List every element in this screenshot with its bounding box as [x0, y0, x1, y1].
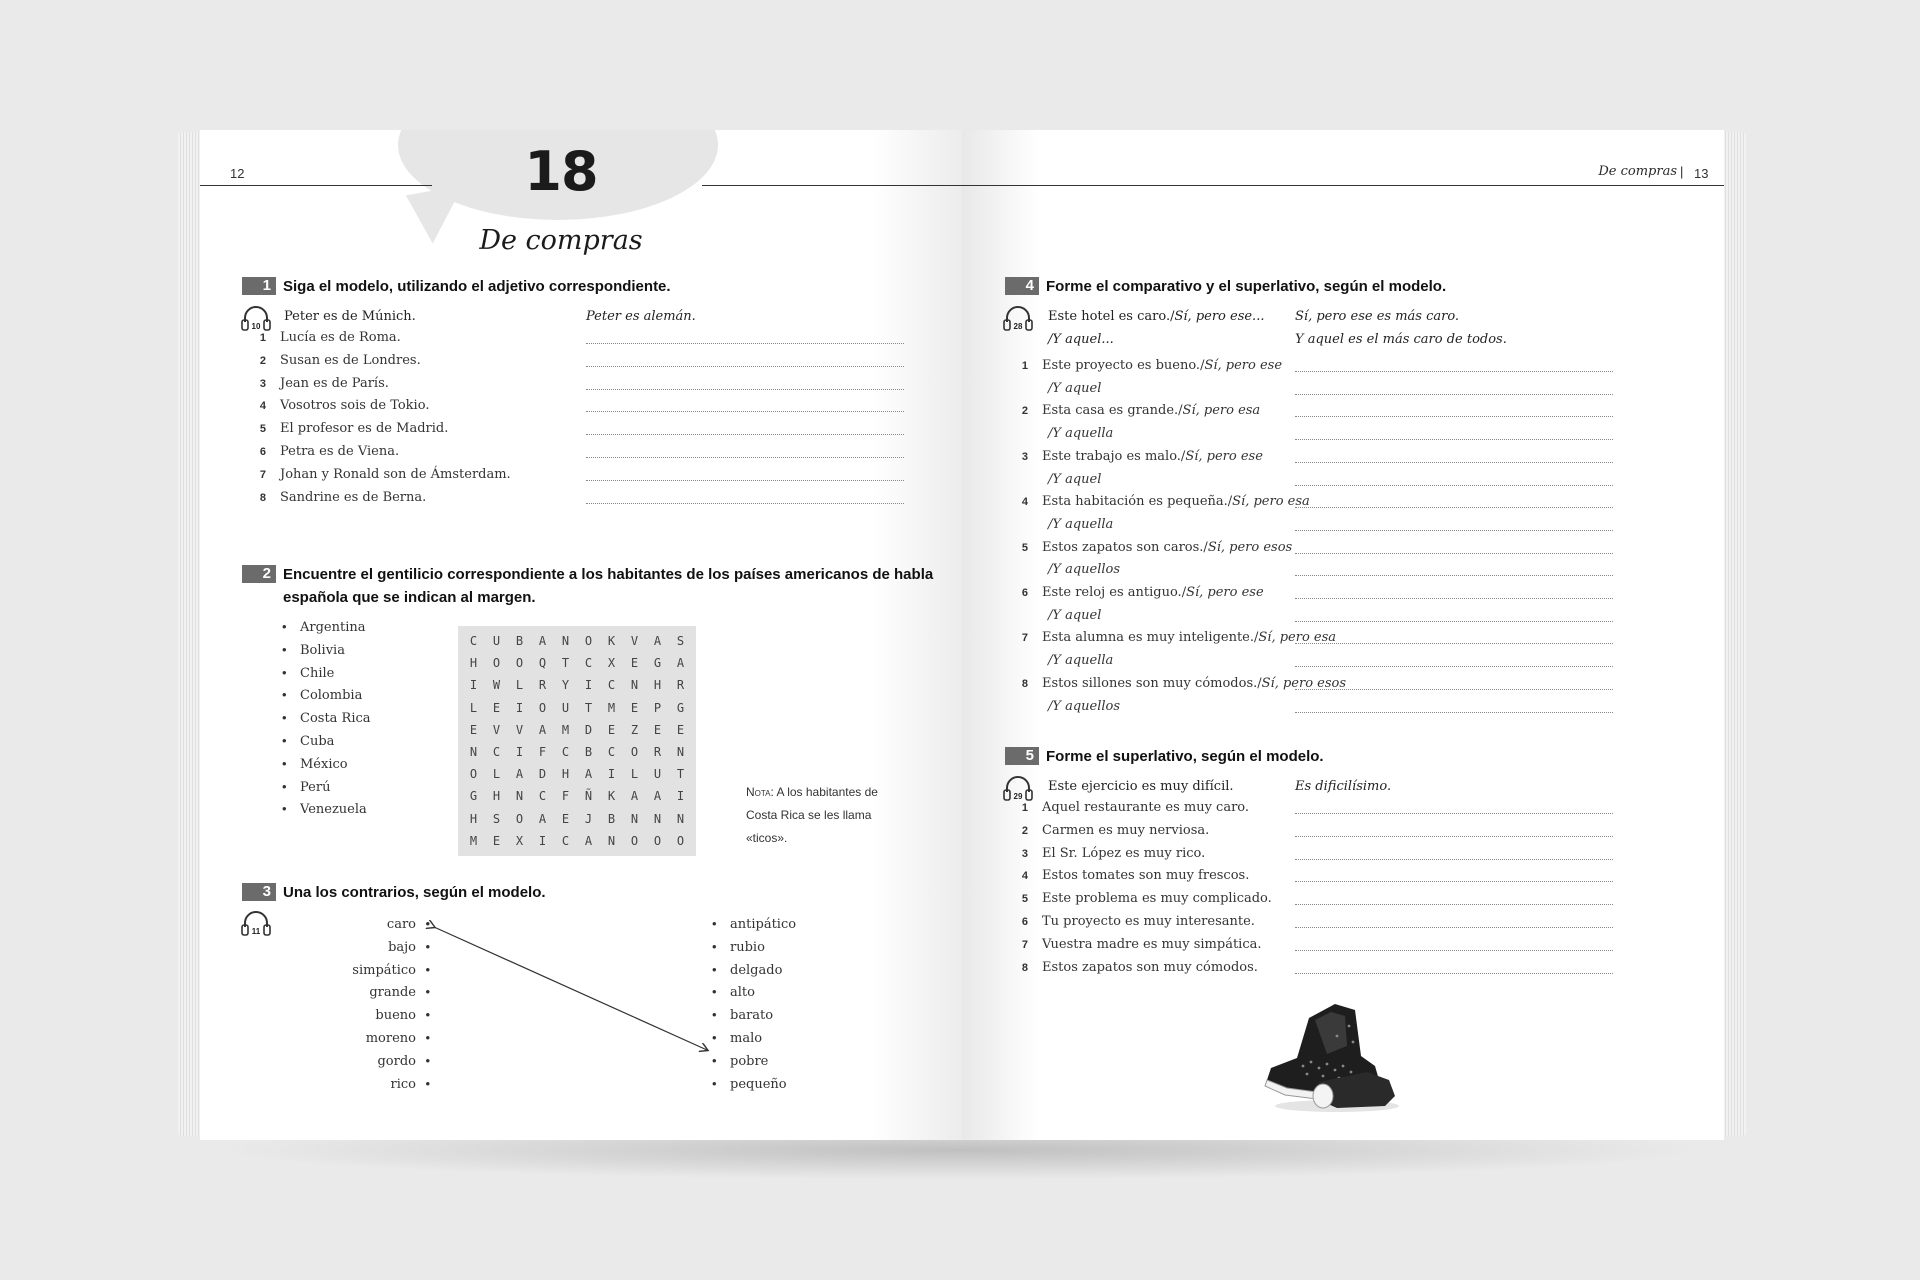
grid-letter[interactable]: E: [653, 722, 662, 737]
model-prompt-text: Este hotel es caro./: [1048, 309, 1175, 324]
item-text: Esta casa es grande./: [1042, 403, 1183, 419]
item-cue-2: /Y aquellos: [1048, 562, 1121, 578]
item-cue-2: /Y aquellos: [1048, 698, 1121, 714]
list-item: [1014, 866, 1249, 886]
exercise-number-badge: 2: [242, 565, 276, 583]
grid-letter[interactable]: S: [676, 634, 685, 648]
grid-letter[interactable]: R: [676, 678, 685, 693]
left-word[interactable]: gordo •: [310, 1050, 430, 1073]
grid-letter[interactable]: I: [515, 700, 524, 715]
item-cue-2: /Y aquel: [1048, 471, 1102, 487]
country-item: • Venezuela: [282, 798, 371, 821]
grid-letter[interactable]: N: [561, 634, 570, 648]
answer-line[interactable]: [1295, 620, 1613, 622]
item-text: Carmen es muy nerviosa.: [1042, 822, 1210, 838]
grid-letter[interactable]: T: [561, 656, 570, 671]
list-item: [1014, 844, 1205, 864]
grid-letter[interactable]: E: [492, 700, 501, 715]
right-page: [962, 130, 1724, 1140]
grid-letter[interactable]: V: [630, 634, 639, 648]
grid-letter[interactable]: H: [653, 678, 662, 693]
item-text: Aquel restaurante es muy caro.: [1042, 800, 1250, 815]
grid-letter[interactable]: O: [584, 634, 593, 648]
answer-line[interactable]: [1295, 370, 1613, 372]
grid-letter[interactable]: O: [653, 833, 662, 848]
answer-line[interactable]: [1295, 529, 1613, 531]
grid-letter[interactable]: L: [515, 678, 524, 693]
note-line-1: : A los habitantes de: [770, 785, 878, 799]
item-cue-2: /Y aquel: [1048, 380, 1102, 396]
list-item: [1014, 798, 1249, 818]
item-cue: Sí, pero ese: [1204, 358, 1283, 373]
audio-track-number: 10: [251, 322, 261, 331]
item-text: Este problema es muy complicado.: [1042, 891, 1272, 907]
list-item: [1014, 492, 1310, 512]
left-word[interactable]: bueno •: [310, 1004, 430, 1027]
grid-letter[interactable]: L: [469, 700, 478, 715]
grid-letter[interactable]: C: [561, 744, 570, 759]
item-number: 1: [1021, 802, 1028, 814]
audio-track-number: 28: [1013, 322, 1023, 331]
item-cue-2: /Y aquella: [1048, 653, 1114, 669]
answer-line[interactable]: [1295, 665, 1613, 667]
model-prompt: Este ejercicio es muy difícil.: [1048, 779, 1234, 794]
item-number: 8: [1021, 961, 1028, 974]
item-text: Este proyecto es bueno./: [1042, 358, 1205, 373]
item-number: 6: [259, 446, 266, 458]
answer-line[interactable]: [1295, 552, 1613, 554]
item-number: 4: [259, 400, 266, 413]
item-number: 2: [1021, 405, 1028, 418]
answer-line[interactable]: [1295, 438, 1613, 440]
item-cue-2: /Y aquel: [1048, 607, 1102, 623]
grid-letter[interactable]: H: [561, 767, 570, 782]
item-number: 6: [1021, 916, 1028, 928]
instruction-line-2: española que se indican al margen.: [283, 589, 536, 606]
item-number: 3: [259, 377, 266, 390]
country-item: • Argentina: [282, 616, 371, 639]
item-text: El profesor es de Madrid.: [280, 421, 449, 437]
answer-line[interactable]: [1295, 711, 1613, 713]
exercise-number-badge: 4: [1005, 277, 1039, 295]
item-text: Sandrine es de Berna.: [280, 489, 427, 505]
list-item: [1014, 447, 1263, 467]
grid-letter[interactable]: K: [607, 789, 616, 804]
left-word[interactable]: simpático •: [310, 959, 430, 982]
grid-letter[interactable]: T: [584, 700, 593, 715]
grid-letter[interactable]: N: [676, 811, 685, 826]
item-number: 5: [1021, 541, 1028, 554]
exercise-number-badge: 5: [1005, 747, 1039, 765]
grid-letter[interactable]: A: [653, 789, 662, 804]
item-text: Jean es de París.: [280, 375, 389, 391]
grid-letter[interactable]: A: [584, 767, 593, 782]
model-answer: Peter es alemán.: [586, 309, 696, 324]
grid-letter[interactable]: Ñ: [584, 789, 593, 804]
item-number: 1: [1021, 360, 1028, 372]
answer-line[interactable]: [1295, 506, 1613, 508]
audio-track-number: 11: [251, 927, 261, 936]
grid-letter[interactable]: A: [630, 789, 639, 804]
exercise-number-badge: 1: [242, 277, 276, 295]
item-text: Este reloj es antiguo./: [1042, 585, 1187, 600]
answer-line[interactable]: [1295, 812, 1613, 814]
exercise-instruction: Forme el superlativo, según el modelo.: [1046, 748, 1324, 765]
sneakers-illustration: [1257, 996, 1407, 1116]
exercise-4-heading: [1005, 275, 1446, 298]
grid-letter[interactable]: A: [584, 833, 593, 848]
answer-line[interactable]: [1295, 972, 1613, 974]
answer-line[interactable]: [1295, 597, 1613, 599]
item-number: 5: [259, 423, 266, 436]
item-text: Este trabajo es malo./: [1042, 448, 1186, 464]
item-text: Estos zapatos son muy cómodos.: [1042, 959, 1258, 975]
grid-letter[interactable]: L: [492, 767, 501, 782]
list-item: [1014, 958, 1258, 978]
grid-letter[interactable]: I: [584, 678, 593, 693]
item-cue: Sí, pero esos: [1207, 539, 1293, 555]
answer-line[interactable]: [1295, 926, 1613, 928]
model-answer-1: Sí, pero ese es más caro.: [1295, 309, 1460, 324]
grid-letter[interactable]: I: [515, 744, 524, 759]
item-text: El Sr. López es muy rico.: [1042, 845, 1206, 861]
country-item: • Chile: [282, 662, 371, 685]
grid-letter[interactable]: E: [630, 700, 639, 715]
audio-track-number: 29: [1013, 792, 1023, 801]
grid-letter[interactable]: M: [561, 722, 570, 737]
exercise-number-badge: 3: [242, 883, 276, 901]
grid-letter[interactable]: N: [676, 744, 685, 759]
list-item: [1014, 583, 1264, 603]
grid-letter[interactable]: F: [561, 789, 570, 804]
grid-letter[interactable]: P: [653, 700, 662, 715]
list-item: [1014, 912, 1255, 932]
item-text: Estos sillones son muy cómodos./: [1042, 675, 1262, 691]
right-word[interactable]: • rubio: [712, 936, 796, 959]
grid-letter[interactable]: E: [676, 722, 685, 737]
exercise-instruction: Forme el comparativo y el superlativo, según el modelo.: [1046, 278, 1447, 295]
item-text: Estos tomates son muy frescos.: [1042, 868, 1250, 884]
grid-letter[interactable]: A: [538, 634, 547, 648]
grid-letter[interactable]: X: [515, 833, 524, 848]
model-prompt-cue: Sí, pero ese...: [1174, 309, 1265, 324]
grid-letter[interactable]: B: [584, 744, 593, 759]
item-number: 2: [259, 354, 266, 367]
answer-line[interactable]: [1295, 903, 1613, 905]
left-word[interactable]: rico •: [310, 1073, 430, 1096]
exercise-instruction: Siga el modelo, utilizando el adjetivo correspondiente.: [283, 278, 671, 295]
country-item: • Costa Rica: [282, 707, 371, 730]
left-word[interactable]: bajo •: [310, 936, 430, 959]
right-word[interactable]: • malo: [712, 1027, 796, 1050]
grid-letter[interactable]: E: [630, 656, 639, 671]
grid-letter[interactable]: G: [469, 789, 478, 804]
item-number: 8: [1021, 677, 1028, 690]
answer-line[interactable]: [1295, 461, 1613, 463]
left-word[interactable]: moreno •: [310, 1027, 430, 1050]
list-item: [1014, 628, 1336, 648]
list-item: [1014, 538, 1292, 558]
grid-letter[interactable]: D: [584, 722, 593, 737]
grid-letter[interactable]: G: [653, 656, 662, 671]
item-text: Johan y Ronald son de Ámsterdam.: [280, 466, 511, 482]
answer-line[interactable]: [1295, 393, 1613, 395]
item-number: 5: [1021, 893, 1028, 906]
grid-letter[interactable]: E: [469, 722, 478, 737]
grid-letter[interactable]: H: [492, 789, 501, 804]
item-text: Lucía es de Roma.: [280, 330, 401, 345]
left-word[interactable]: caro •: [310, 913, 430, 936]
item-cue: Sí, pero esa: [1232, 494, 1310, 510]
answer-line[interactable]: [1295, 415, 1613, 417]
grid-letter[interactable]: I: [538, 833, 547, 848]
grid-letter[interactable]: V: [492, 722, 501, 737]
item-text: Vuestra madre es muy simpática.: [1042, 936, 1262, 952]
grid-letter[interactable]: C: [561, 833, 570, 848]
grid-letter[interactable]: U: [653, 767, 662, 782]
model-prompt-2: /Y aquel...: [1048, 332, 1114, 347]
grid-letter[interactable]: N: [630, 678, 639, 693]
grid-letter[interactable]: C: [607, 678, 616, 693]
grid-letter[interactable]: U: [492, 634, 501, 648]
open-workbook: [178, 130, 1746, 1140]
grid-letter[interactable]: O: [538, 700, 547, 715]
page-number: 12: [230, 166, 245, 181]
page-separator: |: [1680, 164, 1684, 179]
grid-letter[interactable]: N: [469, 744, 478, 759]
grid-letter[interactable]: R: [653, 744, 662, 759]
item-number: 2: [1021, 824, 1028, 837]
item-text: Estos zapatos son caros./: [1042, 539, 1208, 555]
grid-letter[interactable]: V: [515, 722, 524, 737]
grid-letter[interactable]: C: [469, 634, 478, 648]
right-word[interactable]: • pequeño: [712, 1073, 796, 1096]
list-item: [1014, 889, 1272, 909]
country-item: • Colombia: [282, 684, 371, 707]
grid-letter[interactable]: O: [676, 833, 685, 848]
grid-letter[interactable]: C: [584, 656, 593, 671]
grid-letter[interactable]: W: [492, 678, 501, 693]
country-item: • Perú: [282, 776, 371, 799]
grid-letter[interactable]: H: [469, 656, 478, 671]
page-number: 13: [1694, 166, 1709, 181]
item-cue: Sí, pero ese: [1185, 448, 1263, 464]
item-cue: Sí, pero esa: [1182, 403, 1261, 419]
grid-letter[interactable]: T: [676, 767, 685, 782]
grid-letter[interactable]: A: [653, 634, 662, 648]
item-text: Esta habitación es pequeña./: [1042, 494, 1233, 510]
grid-letter[interactable]: B: [515, 634, 524, 648]
answer-line[interactable]: [1295, 835, 1613, 837]
grid-letter[interactable]: Q: [538, 656, 547, 671]
right-word[interactable]: • delgado: [712, 959, 796, 982]
grid-letter[interactable]: I: [469, 678, 478, 693]
right-word[interactable]: • antipático: [712, 913, 796, 936]
grid-letter[interactable]: N: [630, 811, 639, 826]
answer-line[interactable]: [1295, 880, 1613, 882]
item-cue-2: /Y aquella: [1048, 426, 1114, 442]
item-text: Petra es de Viena.: [280, 444, 400, 459]
country-item: • Cuba: [282, 730, 371, 753]
grid-letter[interactable]: O: [492, 656, 501, 671]
item-cue: Sí, pero esa: [1258, 630, 1337, 646]
item-text: Vosotros sois de Tokio.: [280, 398, 430, 414]
answer-line[interactable]: [1295, 949, 1613, 951]
grid-letter[interactable]: I: [676, 789, 685, 804]
item-cue-2: /Y aquella: [1048, 516, 1114, 532]
grid-letter[interactable]: A: [515, 767, 524, 782]
list-item: [1014, 674, 1346, 694]
list-item: [1014, 356, 1282, 376]
left-word[interactable]: grande •: [310, 981, 430, 1004]
grid-letter[interactable]: O: [515, 811, 524, 826]
grid-letter[interactable]: O: [515, 656, 524, 671]
unit-title: De compras: [479, 225, 643, 256]
item-cue: Sí, pero esos: [1261, 675, 1347, 691]
grid-letter[interactable]: S: [492, 811, 501, 826]
grid-letter[interactable]: M: [469, 833, 478, 848]
grid-letter[interactable]: D: [538, 767, 547, 782]
grid-letter[interactable]: X: [607, 656, 616, 671]
grid-letter[interactable]: R: [538, 678, 547, 693]
headphones-icon[interactable]: [1002, 306, 1034, 332]
answer-line[interactable]: [1295, 858, 1613, 860]
item-cue: Sí, pero ese: [1186, 585, 1264, 600]
grid-letter[interactable]: L: [630, 767, 639, 782]
grid-letter[interactable]: C: [492, 744, 501, 759]
list-item: [1014, 401, 1260, 421]
item-number: 7: [1021, 632, 1028, 645]
item-number: 7: [259, 468, 266, 481]
grid-letter[interactable]: O: [630, 833, 639, 848]
item-number: 3: [1021, 450, 1028, 463]
country-item: • México: [282, 753, 371, 776]
item-number: 3: [1021, 847, 1028, 860]
country-item: • Bolivia: [282, 639, 371, 662]
model-prompt: [1048, 309, 1264, 324]
right-word[interactable]: • pobre: [712, 1050, 796, 1073]
answer-line[interactable]: [1295, 574, 1613, 576]
grid-letter[interactable]: A: [676, 656, 685, 671]
item-number: 8: [259, 491, 266, 504]
grid-letter[interactable]: H: [469, 811, 478, 826]
answer-line[interactable]: [1295, 688, 1613, 690]
answer-line[interactable]: [1295, 484, 1613, 486]
model-connection-arrow: [200, 130, 962, 1140]
item-number: 4: [1021, 870, 1028, 883]
grid-letter[interactable]: E: [492, 833, 501, 848]
running-title: De compras: [1598, 164, 1677, 179]
answer-line[interactable]: [1295, 642, 1613, 644]
list-item: [1014, 935, 1262, 955]
grid-letter[interactable]: J: [584, 811, 593, 826]
grid-letter[interactable]: E: [607, 722, 616, 737]
grid-letter[interactable]: A: [538, 722, 547, 737]
grid-letter[interactable]: N: [607, 833, 616, 848]
note-line-3: «ticos».: [746, 831, 788, 845]
item-number: 6: [1021, 587, 1028, 599]
grid-letter[interactable]: M: [607, 700, 616, 715]
item-text: Tu proyecto es muy interesante.: [1042, 914, 1255, 929]
unit-number: 18: [524, 140, 598, 203]
instruction-line-1: Encuentre el gentilicio correspondiente a los habitantes de los países americanos de habla: [283, 566, 934, 583]
exercise-5-heading: [1005, 745, 1324, 768]
grid-letter[interactable]: F: [538, 744, 547, 759]
item-number: 7: [1021, 938, 1028, 951]
header-rule: [962, 185, 1724, 186]
grid-letter[interactable]: O: [469, 767, 478, 782]
grid-letter[interactable]: Z: [630, 722, 639, 737]
item-text: Susan es de Londres.: [280, 352, 421, 368]
right-word[interactable]: • barato: [712, 1004, 796, 1027]
grid-letter[interactable]: I: [607, 767, 616, 782]
item-text: Esta alumna es muy inteligente./: [1042, 630, 1259, 646]
model-answer: Es dificilísimo.: [1295, 779, 1392, 794]
left-page: [200, 130, 962, 1140]
item-number: 1: [259, 332, 266, 344]
grid-letter[interactable]: O: [630, 744, 639, 759]
grid-letter[interactable]: Y: [561, 678, 570, 693]
exercise-instruction: Una los contrarios, según el modelo.: [283, 884, 546, 901]
grid-letter[interactable]: A: [538, 811, 547, 826]
model-prompt: Peter es de Múnich.: [284, 309, 416, 324]
note-label: Nota: [746, 785, 771, 799]
note-line-2: Costa Rica se les llama: [746, 808, 872, 822]
grid-letter[interactable]: U: [561, 700, 570, 715]
item-number: 4: [1021, 496, 1028, 509]
grid-letter[interactable]: C: [538, 789, 547, 804]
grid-letter[interactable]: C: [607, 744, 616, 759]
grid-letter[interactable]: N: [653, 811, 662, 826]
grid-letter[interactable]: E: [561, 811, 570, 826]
grid-letter[interactable]: K: [607, 634, 616, 648]
right-word[interactable]: • alto: [712, 981, 796, 1004]
grid-letter[interactable]: G: [676, 700, 685, 715]
list-item: [1014, 821, 1209, 841]
grid-letter[interactable]: N: [515, 789, 524, 804]
model-answer-2: Y aquel es el más caro de todos.: [1295, 332, 1507, 347]
grid-letter[interactable]: B: [607, 811, 616, 826]
